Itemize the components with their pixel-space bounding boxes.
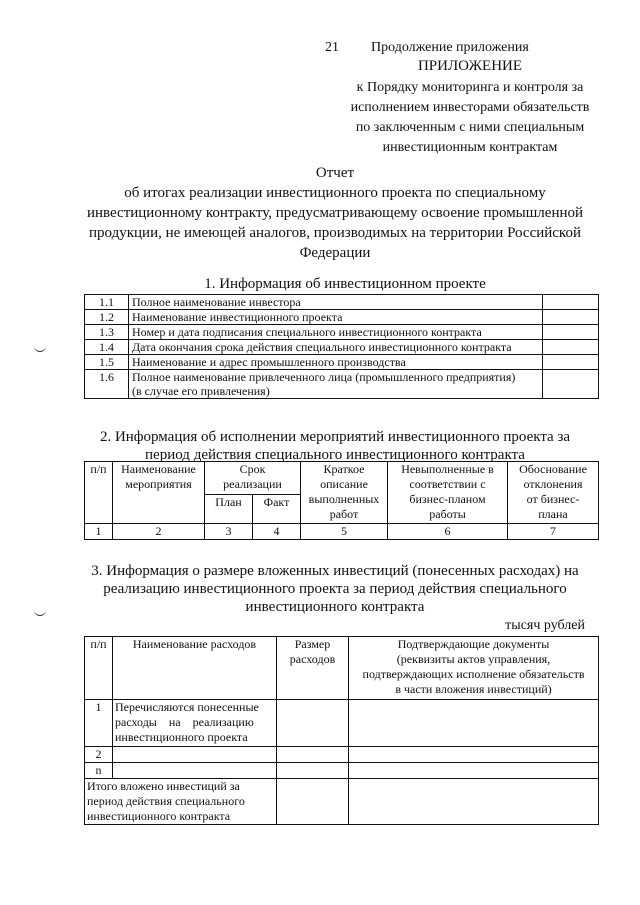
table-header-row (85, 462, 599, 495)
table-row (85, 355, 599, 370)
table-row (85, 340, 599, 355)
row-value (543, 325, 599, 340)
table-row (85, 310, 599, 325)
header-number: п/п (85, 462, 113, 524)
row-number: 1.4 (85, 340, 129, 355)
continuation-note: Продолжение приложения (371, 40, 529, 55)
total-value (277, 779, 349, 825)
row-number: 1.6 (85, 370, 129, 399)
table-row (85, 370, 599, 399)
page-number: 21 (325, 40, 339, 55)
header-number: п/п (85, 637, 113, 700)
header-description: Краткое описание выполненных работ (301, 462, 388, 524)
section1-title: 1. Информация об инвестиционном проекте (204, 276, 486, 292)
header-fact: Факт (253, 495, 301, 524)
row-value (543, 295, 599, 310)
row-number: 1 (85, 700, 113, 747)
total-row (85, 779, 599, 825)
row-number: 1.5 (85, 355, 129, 370)
total-label: Итого вложено инвестиций за период действия специального инвестиционного контракта (85, 779, 277, 825)
header-amount: Размер расходов (277, 637, 349, 700)
row-label: Полное наименование привлеченного лица (промышленного предприятия) (в случае его привлечения) (129, 370, 543, 399)
table-row (85, 325, 599, 340)
row-number: 2 (85, 747, 113, 763)
row-label: Номер и дата подписания специального инвестиционного контракта (129, 325, 543, 340)
row-value (277, 700, 349, 747)
header-activity: Наименование мероприятия (113, 462, 205, 524)
report-subtitle: об итогах реализации инвестиционного проекта по специальному инвестиционному контракту, предусматривающему освоение промышленной продукции, не имеющей аналогов, производимых на территории Российской Федерации (86, 185, 584, 261)
table-header-row (85, 637, 599, 700)
header-unfulfilled: Невыполненные в соответствии с бизнес-планом работы (388, 462, 508, 524)
row-label: Полное наименование инвестора (129, 295, 543, 310)
row-value (543, 370, 599, 399)
table-row (85, 763, 599, 779)
row-label: Наименование и адрес промышленного производства (129, 355, 543, 370)
header-period: Срок реализации (205, 462, 301, 495)
table-row (85, 700, 599, 747)
margin-mark-top (34, 346, 46, 352)
row-value (543, 355, 599, 370)
row-number: 1.2 (85, 310, 129, 325)
row-value (543, 340, 599, 355)
row-value (543, 310, 599, 325)
header-expenses: Наименование расходов (113, 637, 277, 700)
index-row: 1 2 3 4 5 6 7 (85, 524, 599, 540)
report-title: Отчет (315, 165, 355, 181)
investment-project-table (84, 294, 599, 399)
investments-table (84, 636, 599, 825)
appendix-title: ПРИЛОЖЕНИЕ (417, 58, 523, 74)
header-documents: Подтверждающие документы (реквизиты актов управления, подтверждающих исполнение обязательств в части вложения инвестиций) (349, 637, 599, 700)
activities-table (84, 461, 599, 540)
row-number: n (85, 763, 113, 779)
table-row (85, 747, 599, 763)
section3-title: 3. Информация о размере вложенных инвестиций (понесенных расходах) на реализацию инвестиционного проекта за период действия специального инвестиционного контракта (91, 563, 579, 615)
row-documents (349, 700, 599, 747)
row-label: Наименование инвестиционного проекта (129, 310, 543, 325)
row-number: 1.1 (85, 295, 129, 310)
section2-title: 2. Информация об исполнении мероприятий инвестиционного проекта за период действия специального инвестиционного контракта (99, 429, 571, 463)
row-label: Перечисляются понесенные расходы на реализацию инвестиционного проекта (113, 700, 277, 747)
header-plan: План (205, 495, 253, 524)
table-row (85, 295, 599, 310)
appendix-reference: к Порядку мониторинга и контроля за исполнением инвесторами обязательств по заключенным с ними специальным инвестиционным контрактам (350, 80, 590, 155)
header-reason: Обоснование отклонения от бизнес- плана (508, 462, 599, 524)
units-label: тысяч рублей (505, 618, 585, 633)
total-documents (349, 779, 599, 825)
row-number: 1.3 (85, 325, 129, 340)
row-label: Дата окончания срока действия специального инвестиционного контракта (129, 340, 543, 355)
